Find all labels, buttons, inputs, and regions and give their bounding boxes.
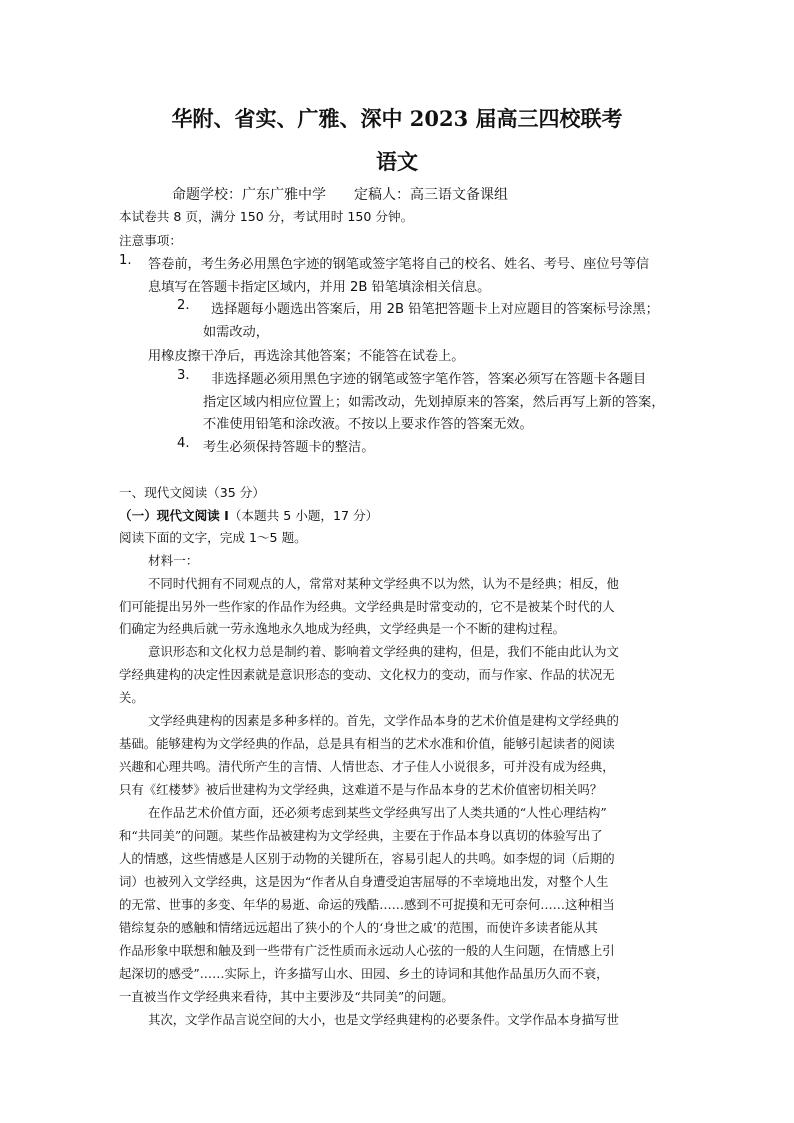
paragraph-4-line-9: 一直被当作文学经典来看待，其中主要涉及“共同美”的问题。 <box>119 989 454 1004</box>
paragraph-1-line-3: 们确定为经典后就一劳永逸地永久地成为经典，文学经典是一个不断的建构过程。 <box>119 621 566 636</box>
paragraph-2-line-2: 学经典建构的决定性因素就是意识形态的变动、文化权力的变动，而与作家、作品的状况无 <box>119 667 615 682</box>
paragraph-2-line-1: 意识形态和文化权力总是制约着、影响着文学经典的建构，但是，我们不能由此认为文 <box>148 644 619 659</box>
paragraph-4-line-7: 作品形象中联想和触及到一些带有广泛性质而永远动人心弦的一般的人生问题，在情感上引 <box>119 943 615 958</box>
notice-item-2-line-2: 如需改动， <box>203 325 269 340</box>
paragraph-3-line-4: 只有《红楼梦》被后世建构为文学经典，这难道不是与作品本身的艺术价值密切相关吗？ <box>119 782 603 797</box>
paragraph-1-line-1: 不同时代拥有不同观点的人，常常对某种文学经典不以为然，认为不是经典；相反，他 <box>148 576 619 591</box>
paragraph-4-line-8: 起深切的感受”……实际上，许多描写山水、田园、乡土的诗词和其他作品虽历久而不衰， <box>119 966 609 981</box>
notice-item-2-number: 2. <box>177 298 190 313</box>
paragraph-3-line-1: 文学经典建构的因素是多种多样的。首先，文学作品本身的艺术价值是建构文学经典的 <box>148 713 619 728</box>
notice-item-2-line-3: 用橡皮擦干净后，再选涂其他答案；不能答在试卷上。 <box>148 349 465 364</box>
exam-info: 本试卷共 8 页，满分 150 分，考试用时 150 分钟。 <box>119 209 414 224</box>
paragraph-4-line-4: 词）也被列入文学经典，这是因为“作者从自身遭受迫害屈辱的不幸境地出发，对整个人生 <box>119 874 609 889</box>
notice-item-2-line-1: 选择题每小题选出答案后，用 2B 铅笔把答题卡上对应题目的答案标号涂黑； <box>211 302 659 317</box>
notice-item-4-line-1: 考生必须保持答题卡的整洁。 <box>203 440 375 455</box>
subsection-heading-bold: （一）现代文阅读 I <box>119 508 229 523</box>
paragraph-3-line-2: 基础。能够建构为文学经典的作品，总是具有相当的艺术水准和价值，能够引起读者的阅读 <box>119 736 615 751</box>
notice-item-3-number: 3. <box>177 368 190 383</box>
paragraph-5-line-1: 其次，文学作品言说空间的大小，也是文学经典建构的必要条件。文学作品本身描写世 <box>148 1012 619 1027</box>
notice-item-4-number: 4. <box>177 436 190 451</box>
notice-item-3-line-2: 指定区域内相应位置上；如需改动，先划掉原来的答案，然后再写上新的答案， <box>203 395 665 410</box>
paragraph-3-line-3: 兴趣和心理共鸣。清代所产生的言情、人情世态、才子佳人小说很多，可并没有成为经典， <box>119 759 615 774</box>
notice-item-3-line-1: 非选择题必须用黑色字迹的钢笔或签字笔作答，答案必须写在答题卡各题目 <box>211 372 647 387</box>
paragraph-4-line-5: 的无常、世事的多变、年华的易逝、命运的残酷……感到不可捉摸和无可奈何……这种相当 <box>119 897 615 912</box>
notice-item-3-line-3: 不准使用铅笔和涂改液。不按以上要求作答的答案无效。 <box>203 417 533 432</box>
notice-item-1-number: 1. <box>119 253 132 268</box>
notice-item-1-line-2: 息填写在答题卡指定区域内，并用 2B 铅笔填涂相关信息。 <box>148 280 491 295</box>
paragraph-4-line-3: 人的情感，这些情感是人区别于动物的关键所在，容易引起人的共鸣。如李煜的词（后期的 <box>119 851 615 866</box>
exam-meta: 命题学校：广东广雅中学 定稿人：高三语文备课组 <box>172 187 508 203</box>
section-heading: 一、现代文阅读（35 分） <box>119 485 265 500</box>
reading-instruction: 阅读下面的文字，完成 1～5 题。 <box>119 530 307 545</box>
paragraph-2-line-3: 关。 <box>119 690 144 705</box>
notice-heading: 注意事项： <box>119 233 182 248</box>
subsection-heading-rest: （本题共 5 小题，17 分） <box>228 508 379 523</box>
material-label: 材料一： <box>148 553 199 568</box>
subject-title: 语文 <box>376 149 418 174</box>
paragraph-1-line-2: 们可能提出另外一些作家的作品作为经典。文学经典是时常变动的，它不是被某个时代的人 <box>119 599 615 614</box>
paragraph-4-line-6: 错综复杂的感触和情绪远远超出了狭小的个人的‘身世之戚’的范围，而使许多读者能从其 <box>119 920 598 935</box>
exam-title: 华附、省实、广雅、深中 2023 届高三四校联考 <box>171 106 623 131</box>
subsection-heading <box>119 505 378 524</box>
paragraph-4-line-1: 在作品艺术价值方面，还必须考虑到某些文学经典写出了人类共通的“人性心理结构” <box>148 805 607 820</box>
paragraph-4-line-2: 和“共同美”的问题。某些作品被建构为文学经典，主要在于作品本身以真切的体验写出了 <box>119 828 603 843</box>
notice-item-1-line-1: 答卷前，考生务必用黑色字迹的钢笔或签字笔将自己的校名、姓名、考号、座位号等信 <box>148 257 650 272</box>
